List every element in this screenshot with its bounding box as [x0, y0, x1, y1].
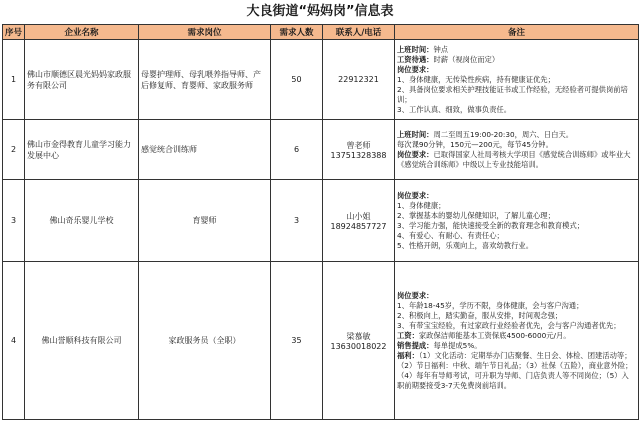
- contact-cell: [323, 120, 395, 180]
- notes-label: 岗位要求：: [397, 149, 434, 159]
- headcount: 3: [271, 180, 323, 262]
- headcount: 50: [271, 40, 323, 120]
- contact-cell: [323, 180, 395, 262]
- notes-line: [397, 221, 636, 231]
- notes-text: 每次课90分钟，150元—200元，每节45分钟。: [397, 139, 553, 149]
- notes-line: [397, 341, 636, 351]
- notes-line: [397, 331, 636, 341]
- notes-line: [397, 201, 636, 211]
- header-position: 需求岗位: [139, 25, 271, 40]
- page-title: 大良街道“妈妈岗”信息表: [246, 4, 394, 19]
- notes-label: 岗位要求：: [397, 64, 434, 74]
- notes-text: 1、身体健康；: [397, 200, 446, 210]
- contact-name: 曾老师: [346, 140, 371, 150]
- company-name: 佛山誉顺科技有限公司: [25, 262, 139, 420]
- notes-line: [397, 291, 636, 301]
- company-name: 佛山市顺德区晨光妈妈家政服务有限公司: [25, 40, 139, 120]
- notes-text: 4、有爱心、有耐心、有责任心；: [397, 230, 504, 240]
- notes-label: 工资：: [397, 330, 419, 340]
- header-notes: 备注: [395, 25, 639, 40]
- contact-phone: 18924857727: [330, 221, 387, 231]
- row-number: 1: [3, 40, 25, 120]
- notes-label: 上班时间：: [397, 44, 434, 54]
- notes-cell: [395, 180, 639, 262]
- table-row: [3, 180, 639, 262]
- company-name: 佛山奇乐婴儿学校: [25, 180, 139, 262]
- notes-text: 每单提成5%。: [433, 340, 482, 350]
- header-contact: 联系人/电话: [323, 25, 395, 40]
- notes-line: [397, 130, 636, 140]
- notes-text: 家政保洁师能基本工资保底4500-6000元/月。: [418, 330, 571, 340]
- notes-text: 3、工作认真、细致，做事负责任。: [397, 104, 512, 114]
- notes-cell: [395, 262, 639, 420]
- position-list: 育婴师: [139, 180, 271, 262]
- contact-phone: 22912321: [338, 75, 379, 84]
- notes-line: [397, 191, 636, 201]
- notes-line: [397, 55, 636, 65]
- notes-line: [397, 241, 636, 251]
- info-table: [2, 24, 639, 420]
- notes-text: 1、年龄18-45岁，学历不限，身体健康，会与客户沟通；: [397, 300, 584, 310]
- contact-cell: [323, 262, 395, 420]
- notes-text: 5、性格开朗，乐观向上，喜欢幼教行业。: [397, 240, 533, 250]
- contact-phone: 13751328388: [330, 150, 387, 160]
- notes-label: 岗位要求：: [397, 290, 434, 300]
- header-row: [3, 25, 639, 40]
- notes-label: 岗位要求：: [397, 190, 434, 200]
- contact-phone: 13630018022: [330, 341, 387, 351]
- position-list: 感觉统合训练师: [139, 120, 271, 180]
- table-row: [3, 120, 639, 180]
- contact-name: 梁慕敏: [346, 331, 371, 341]
- notes-label: 福利：: [397, 350, 419, 360]
- notes-text: 周二至周五19:00-20:30，周六、日白天。: [433, 129, 574, 139]
- notes-line: [397, 321, 636, 331]
- notes-line: [397, 85, 636, 105]
- notes-text: 2、积极向上，踏实勤奋，服从安排，时间观念强；: [397, 310, 563, 320]
- header-count: 需求人数: [271, 25, 323, 40]
- notes-label: 工资待遇：: [397, 54, 434, 64]
- notes-line: [397, 45, 636, 55]
- contact-name: 山小姐: [346, 211, 371, 221]
- notes-line: [397, 231, 636, 241]
- notes-text: 3、学习能力强，能快速接受全新的教育理念和教育模式；: [397, 220, 585, 230]
- notes-cell: [395, 120, 639, 180]
- table-row: [3, 262, 639, 420]
- contact-cell: [323, 40, 395, 120]
- notes-text: 钟点: [433, 44, 449, 54]
- notes-text: 2、掌握基本的婴幼儿保健知识，了解儿童心理；: [397, 210, 555, 220]
- row-number: 2: [3, 120, 25, 180]
- notes-text: 2、具备岗位要求相关护理技能证书或工作经验，无经验者可提供岗前培训；: [397, 84, 628, 104]
- notes-label: 上班时间：: [397, 129, 434, 139]
- notes-line: [397, 75, 636, 85]
- notes-line: [397, 140, 636, 150]
- notes-line: [397, 211, 636, 221]
- notes-label: 销售提成：: [397, 340, 434, 350]
- notes-text: （1）文化活动：定期举办门店聚餐、生日会、体检、团建活动等；（2）节日福利：中秋、端午节日礼品；（3）社保（五险），商业意外险；（4）每年有导师考试，可升职为导师、门店负责人等不同岗位；（5）入职前期要接受3-7天免费岗前培训。: [397, 350, 633, 390]
- notes-text: 时薪（视岗位而定）: [433, 54, 500, 64]
- notes-text: 1、身体健康，无传染性疾病，持有健康证优先；: [397, 74, 555, 84]
- position-list: 家政服务员（全职）: [139, 262, 271, 420]
- row-number: 4: [3, 262, 25, 420]
- position-list: 母婴护理师、母乳喂养指导师、产后修复师、育婴师、家政服务师: [139, 40, 271, 120]
- notes-line: [397, 311, 636, 321]
- company-name: 佛山市金得教育儿童学习能力发展中心: [25, 120, 139, 180]
- notes-text: 已取得国家人社局考核大学项目《感觉统合训练师》或毕业大《感觉统合训练师》中级以上专业技能培训。: [397, 149, 631, 169]
- table-row: [3, 40, 639, 120]
- notes-line: [397, 351, 636, 391]
- notes-line: [397, 65, 636, 75]
- row-number: 3: [3, 180, 25, 262]
- notes-line: [397, 150, 636, 170]
- notes-line: [397, 105, 636, 115]
- notes-cell: [395, 40, 639, 120]
- header-company: 企业名称: [25, 25, 139, 40]
- header-no: 序号: [3, 25, 25, 40]
- notes-line: [397, 301, 636, 311]
- notes-text: 3、有带宝宝经验，有过家政行业经验者优先，会与客户沟通者优先；: [397, 320, 621, 330]
- headcount: 6: [271, 120, 323, 180]
- headcount: 35: [271, 262, 323, 420]
